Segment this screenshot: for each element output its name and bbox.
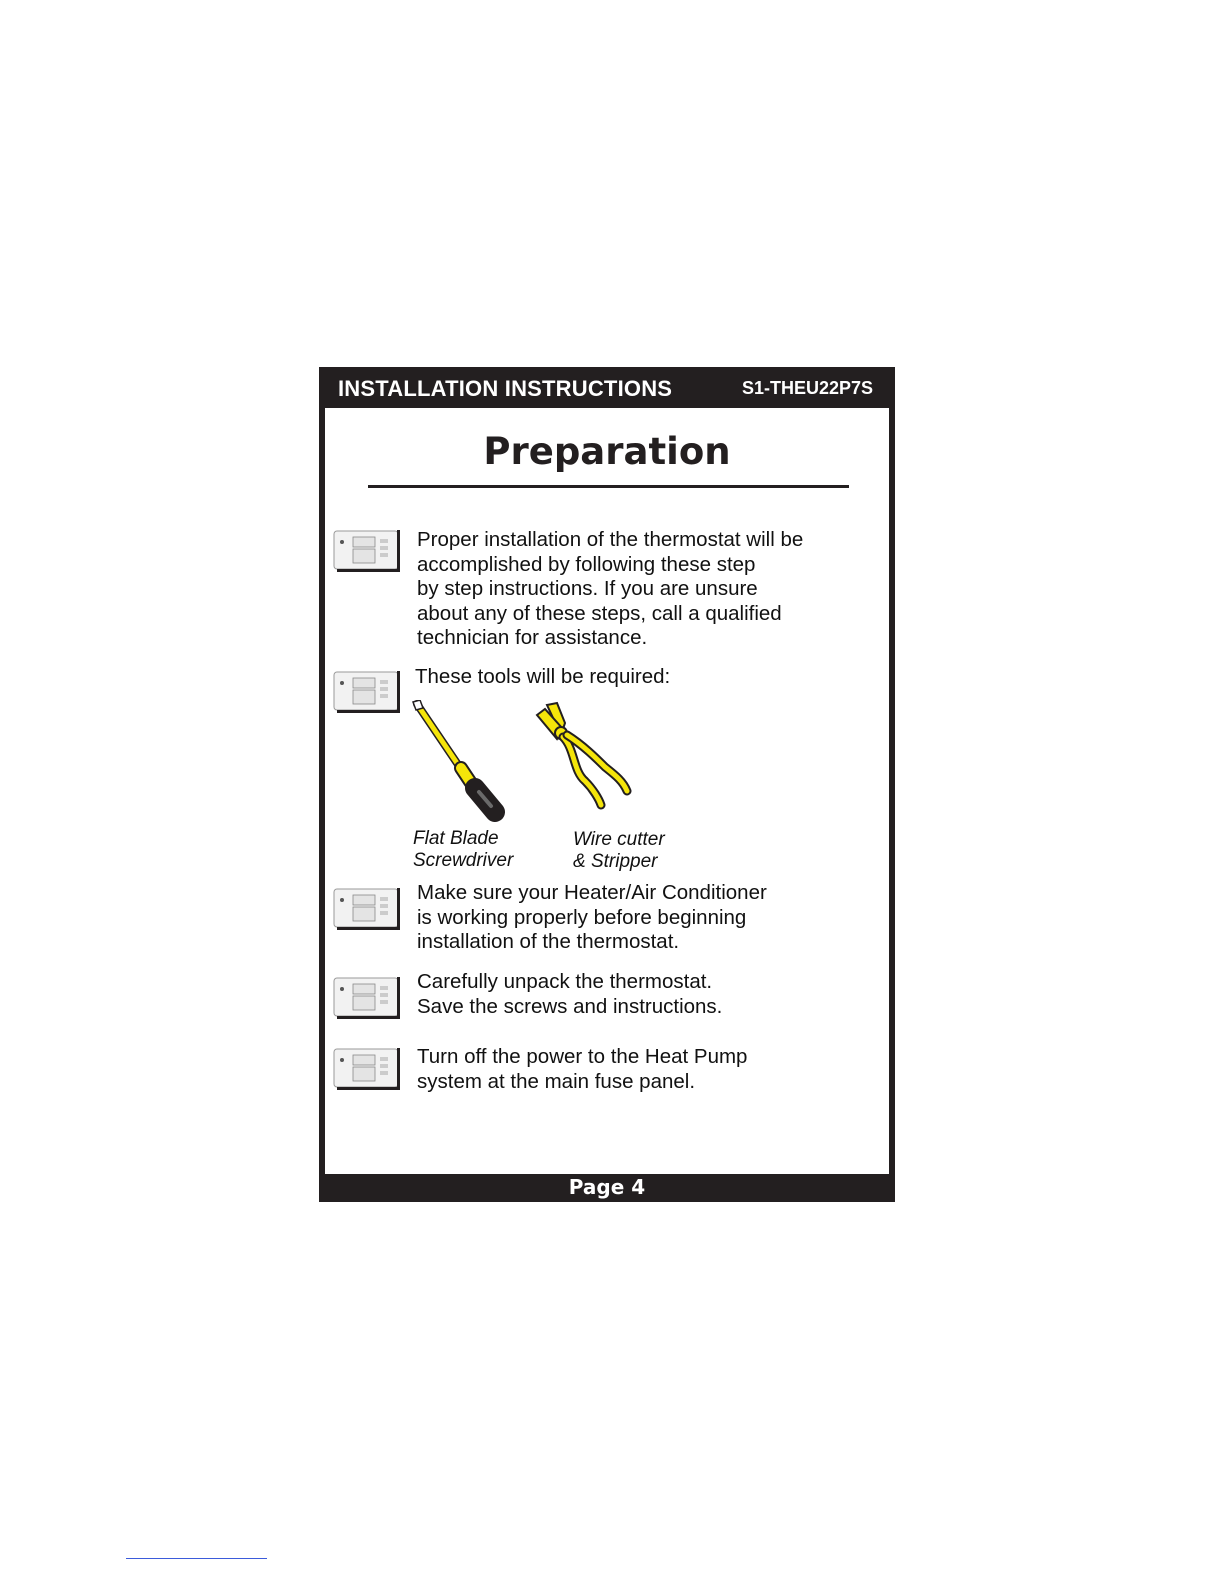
- tool-caption-line: & Stripper: [573, 851, 658, 872]
- title-divider: [368, 485, 849, 488]
- header-bar: [319, 367, 895, 407]
- step-line: about any of these steps, call a qualified: [417, 601, 782, 625]
- tool-caption-line: Flat Blade: [413, 828, 499, 849]
- tool-caption-screwdriver: [413, 828, 513, 872]
- thermostat-icon: [331, 527, 401, 573]
- thermostat-icon: [331, 974, 401, 1020]
- step-line: installation of the thermostat.: [417, 930, 680, 953]
- step-line: system at the main fuse panel.: [417, 1069, 696, 1093]
- step-line: Save the screws and instructions.: [417, 994, 723, 1018]
- footer-bar: [319, 1174, 895, 1202]
- model-number: S1-THEU22P7S: [741, 378, 873, 398]
- step-text: [417, 970, 722, 1019]
- hyperlink-underline[interactable]: [126, 1558, 267, 1559]
- step-line: by step instructions. If you are unsure: [417, 577, 758, 600]
- manual-page-frame: [319, 367, 895, 1202]
- thermostat-icon: [331, 1045, 401, 1091]
- step-line: Carefully unpack the thermostat.: [417, 970, 713, 993]
- step-text: [417, 881, 767, 955]
- step-line: These tools will be required:: [415, 665, 671, 688]
- step-text: [417, 1045, 747, 1094]
- tool-caption-line: Wire cutter: [573, 829, 665, 850]
- thermostat-icon: [331, 668, 401, 714]
- header-title: INSTALLATION INSTRUCTIONS: [338, 376, 673, 401]
- step-line: accomplished by following these step: [417, 552, 756, 576]
- step-line: Turn off the power to the Heat Pump: [417, 1045, 748, 1068]
- tool-caption-pliers: [573, 829, 665, 873]
- step-line: technician for assistance.: [417, 626, 648, 649]
- page-number: Page 4: [568, 1175, 646, 1199]
- content-panel: [325, 408, 889, 1174]
- screwdriver-icon: [411, 700, 511, 822]
- step-line: Make sure your Heater/Air Conditioner: [417, 881, 767, 904]
- pliers-icon: [535, 701, 645, 813]
- step-line: is working properly before beginning: [417, 905, 747, 929]
- thermostat-icon: [331, 885, 401, 931]
- step-text: [417, 528, 803, 651]
- step-text: [415, 665, 670, 690]
- page-title: Preparation: [483, 430, 731, 473]
- step-line: Proper installation of the thermostat will be: [417, 528, 804, 551]
- tool-caption-line: Screwdriver: [413, 850, 514, 871]
